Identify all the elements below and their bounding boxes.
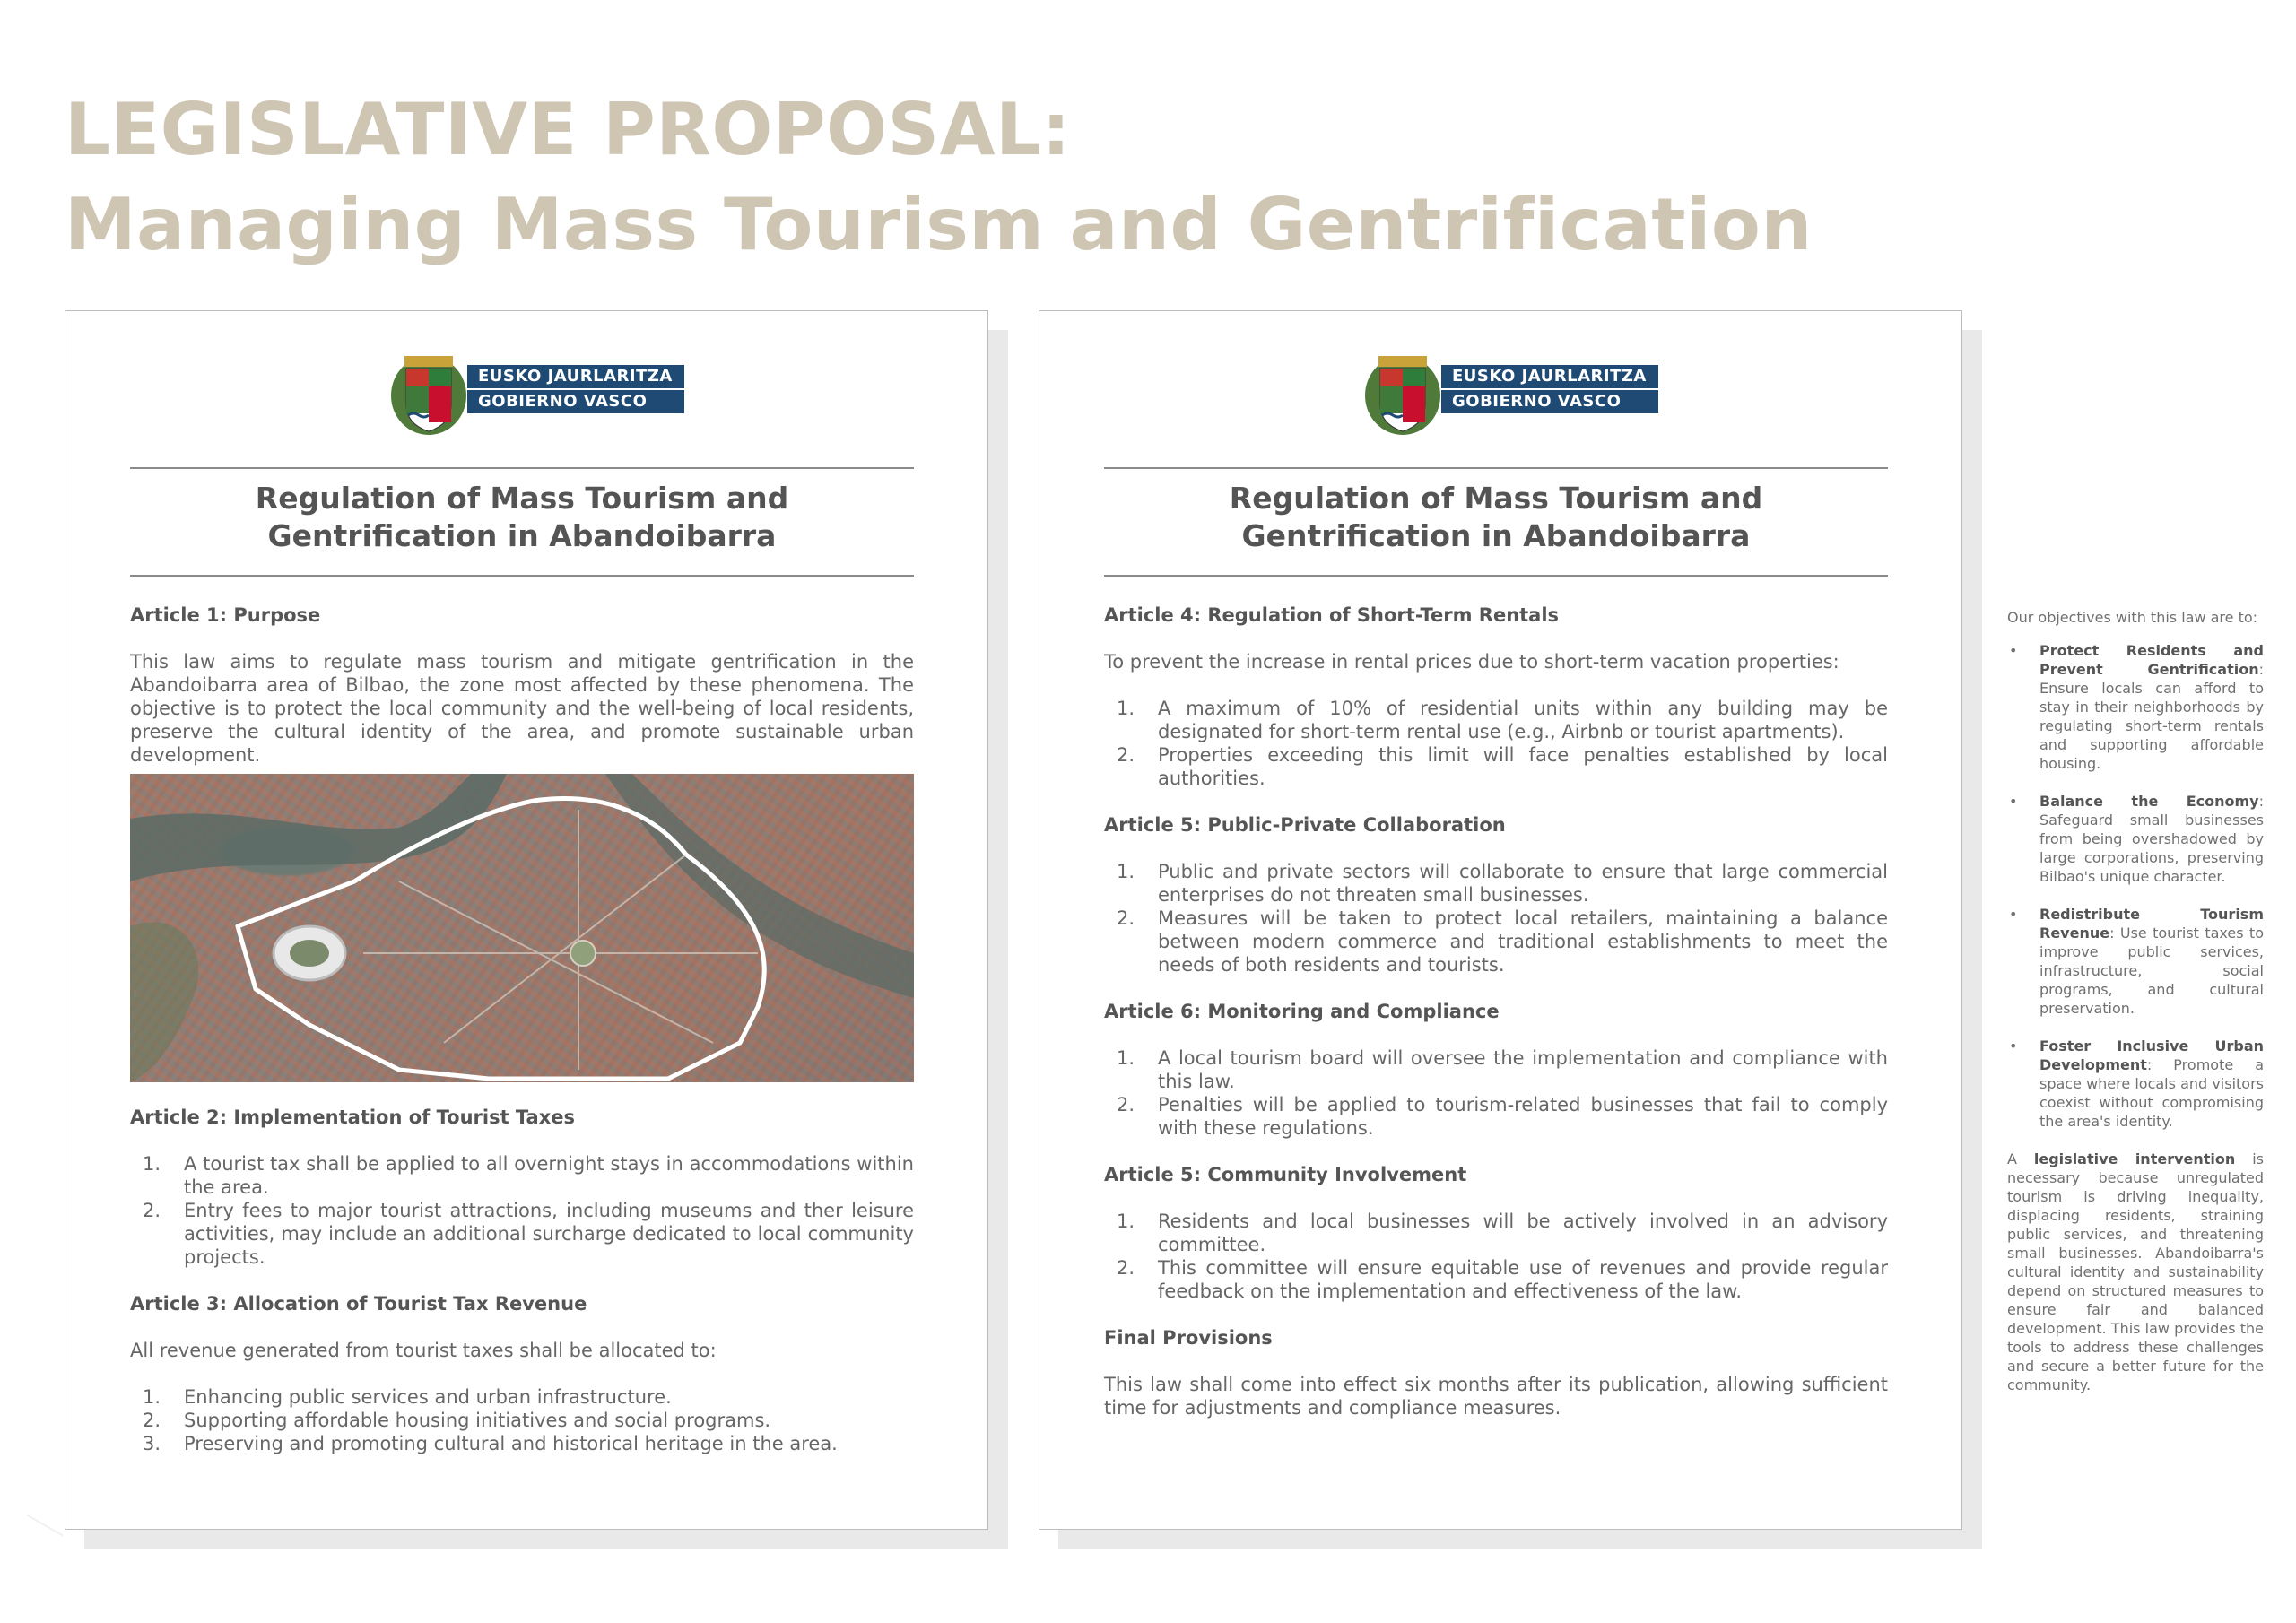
basque-coat-of-arms-icon <box>1362 349 1443 437</box>
logo-text-bar <box>1441 365 1658 413</box>
right-page-content <box>1104 603 1888 1443</box>
list-item: 2. Entry fees to major tourist attractions, including museums and ther leisure activities, may include an additional surcharge dedicated to local community projects. <box>143 1200 914 1268</box>
doc-title-line-2: Gentrification in Abandoibarra <box>1241 518 1751 553</box>
list-item: 2. Measures will be taken to protect local retailers, maintaining a balance between modern commerce and traditional establishments to meet the needs of both residents and tourists. <box>1117 907 1888 976</box>
article-4-intro: To prevent the increase in rental prices due to short-term vacation properties: <box>1104 651 1839 673</box>
final-provisions-text: This law shall come into effect six months after its publication, allowing sufficient time for adjustments and compliance measures. <box>1104 1374 1888 1419</box>
abandoibarra-aerial-map <box>130 774 914 1082</box>
article-3-intro: All revenue generated from tourist taxes shall be allocated to: <box>130 1340 717 1361</box>
article-3-heading: Article 3: Allocation of Tourist Tax Revenue <box>130 1293 587 1315</box>
community-involvement-list <box>1104 1210 1888 1303</box>
list-item: 1. A local tourism board will oversee the implementation and compliance with this law. <box>1117 1047 1888 1092</box>
community-involvement-heading: Article 5: Community Involvement <box>1104 1164 1467 1185</box>
list-item: 1. A tourist tax shall be applied to all overnight stays in accommodations within the area. <box>143 1153 914 1198</box>
list-item: 3. Preserving and promoting cultural and historical heritage in the area. <box>143 1433 838 1454</box>
logo-line-2: GOBIERNO VASCO <box>467 390 684 413</box>
title-line-2: Managing Mass Tourism and Gentrification <box>65 183 1813 266</box>
final-provisions-heading: Final Provisions <box>1104 1327 1273 1349</box>
article-6-list <box>1104 1046 1888 1140</box>
objectives-intro: Our objectives with this law are to: <box>2007 609 2258 626</box>
article-6-heading: Article 6: Monitoring and Compliance <box>1104 1001 1500 1022</box>
page-fold-decoration <box>27 1514 63 1563</box>
objective-item: • Foster Inclusive Urban Development: Promote a space where locals and visitors coexist without compromising the area's identity. <box>2009 1037 2264 1130</box>
objective-item: • Balance the Economy: Safeguard small businesses from being overshadowed by large corporations, preserving Bilbao's unique character. <box>2009 793 2264 885</box>
title-rule-top <box>1104 467 1888 469</box>
list-item: 2. Supporting affordable housing initiatives and social programs. <box>143 1410 771 1431</box>
article-5-list <box>1104 860 1888 976</box>
doc-title <box>130 480 914 555</box>
main-title <box>65 82 1813 273</box>
doc-title-line-1: Regulation of Mass Tourism and <box>255 481 789 516</box>
article-2-heading: Article 2: Implementation of Tourist Taxes <box>130 1107 576 1128</box>
list-item: 2. Penalties will be applied to tourism-related businesses that fail to comply with these regulations. <box>1117 1094 1888 1139</box>
article-5-heading: Article 5: Public-Private Collaboration <box>1104 814 1506 836</box>
list-item: 1. Enhancing public services and urban infrastructure. <box>143 1386 672 1408</box>
title-line-1: LEGISLATIVE PROPOSAL: <box>65 88 1071 171</box>
article-1-text: This law aims to regulate mass tourism and mitigate gentrification in the Abandoibarra area of Bilbao, the zone most affected by these phenomena. The objective is to protect the local community and the well-being of local residents, preserve the cultural identity of the area, and promote sustainable urban development. <box>130 651 914 766</box>
doc-title-line-2: Gentrification in Abandoibarra <box>267 518 777 553</box>
logo-line-1: EUSKO JAURLARITZA <box>467 365 684 388</box>
title-rule-bottom <box>1104 575 1888 577</box>
article-4-heading: Article 4: Regulation of Short-Term Rentals <box>1104 604 1560 626</box>
government-logo <box>1362 349 1658 437</box>
list-item: 2. This committee will ensure equitable use of revenues and provide regular feedback on the implementation and effectiveness of the law. <box>1117 1257 1888 1302</box>
aerial-map-graphic <box>130 774 914 1082</box>
objectives-sidebar <box>2007 608 2264 1409</box>
doc-title-line-1: Regulation of Mass Tourism and <box>1229 481 1763 516</box>
title-rule-top <box>130 467 914 469</box>
article-4-list <box>1104 697 1888 790</box>
document-page-left <box>65 310 988 1530</box>
article-3-list <box>130 1385 914 1455</box>
closing-paragraph: A legislative intervention is necessary because unregulated tourism is driving inequality, displacing residents, straining public services, and threatening small businesses. Abandoibarra's cultural identity and sustainability depend on structured measures to ensure fair and balanced development. This law provides the tools to address these challenges and secure a better future for the community. <box>2007 1150 2264 1393</box>
logo-text-bar <box>467 365 684 413</box>
list-item: 1. A maximum of 10% of residential units within any building may be designated for short-term rental use (e.g., Airbnb or tourist apartments). <box>1117 698 1888 742</box>
doc-title <box>1104 480 1888 555</box>
list-item: 1. Public and private sectors will collaborate to ensure that large commercial enterprises do not threaten small businesses. <box>1117 861 1888 906</box>
list-item: 2. Properties exceeding this limit will face penalties established by local authorities. <box>1117 744 1888 789</box>
objective-item: • Redistribute Tourism Revenue: Use tourist taxes to improve public services, infrastructure, social programs, and cultural preservation. <box>2009 906 2264 1017</box>
logo-line-1: EUSKO JAURLARITZA <box>1441 365 1658 388</box>
article-1-heading: Article 1: Purpose <box>130 604 321 626</box>
basque-coat-of-arms-icon <box>388 349 469 437</box>
document-page-right <box>1039 310 1962 1530</box>
government-logo <box>388 349 684 437</box>
objectives-list <box>2007 641 2264 1131</box>
objective-item: • Protect Residents and Prevent Gentrification: Ensure locals can afford to stay in their neighborhoods by regulating short-term rentals and supporting affordable housing. <box>2009 642 2264 772</box>
title-rule-bottom <box>130 575 914 577</box>
article-2-list <box>130 1152 914 1269</box>
list-item: 1. Residents and local businesses will be actively involved in an advisory committee. <box>1117 1211 1888 1255</box>
logo-line-2: GOBIERNO VASCO <box>1441 390 1658 413</box>
left-page-content <box>130 603 914 1479</box>
